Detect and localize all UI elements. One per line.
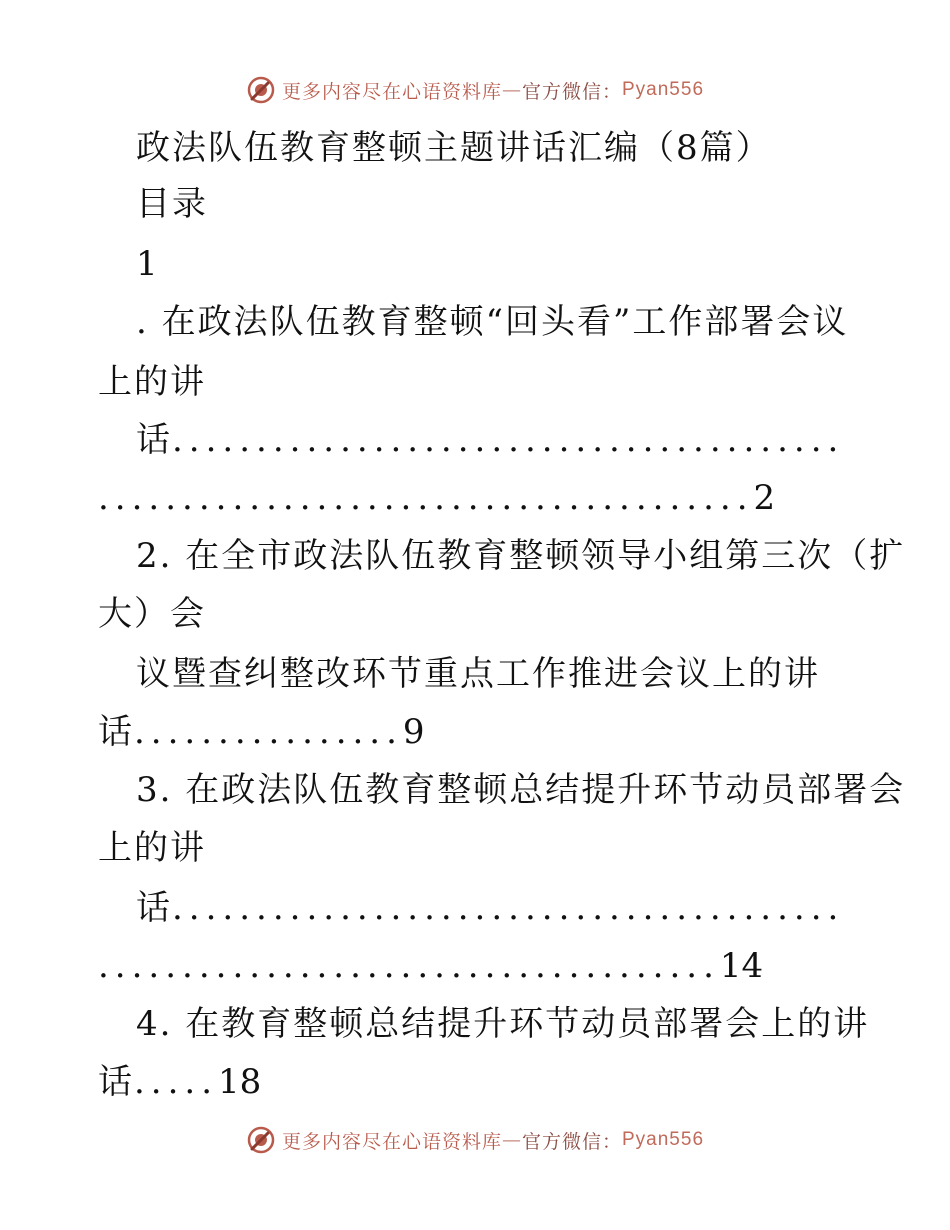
toc-entry-3-leader-dots: ........................................ — [172, 888, 845, 928]
toc-entry-3-line4 — [98, 946, 763, 986]
toc-entry-1-number: 1 — [136, 244, 158, 284]
toc-entry-3-line3 — [136, 888, 844, 928]
seal-logo-icon — [246, 1125, 276, 1155]
toc-entry-2-word: 话 — [98, 712, 134, 752]
watermark-official-label: 官方微信： — [521, 1130, 622, 1153]
toc-entry-4-word: 话 — [98, 1062, 134, 1102]
toc-entry-2-line2: 大）会 — [98, 594, 206, 634]
toc-entry-2-line1: 2. 在全市政法队伍教育整顿领导小组第三次（扩 — [136, 536, 906, 576]
toc-entry-2-line4 — [98, 712, 425, 752]
toc-entry-3-line2: 上的讲 — [98, 828, 206, 868]
watermark-separator: — — [501, 1129, 522, 1151]
toc-entry-1-line2: 上的讲 — [98, 362, 206, 402]
watermark-wechat-id: Pyan556 — [622, 79, 705, 100]
toc-entry-3-leader-dots-2: ..................................... — [98, 946, 720, 986]
toc-entry-1-word: 话 — [136, 420, 172, 460]
toc-entry-3-page: 14 — [719, 946, 764, 986]
toc-entry-4-leader-dots: ..... — [134, 1062, 219, 1102]
toc-heading: 目录 — [136, 184, 208, 224]
watermark-separator: — — [501, 79, 522, 101]
toc-entry-1-page: 2 — [753, 478, 776, 518]
toc-entry-2-line3: 议暨查纠整改环节重点工作推进会议上的讲 — [136, 654, 820, 694]
toc-entry-3-word: 话 — [136, 888, 172, 928]
watermark-wechat-id: Pyan556 — [622, 1129, 705, 1150]
toc-entry-1-leader-dots: ........................................ — [172, 420, 845, 460]
toc-entry-4-line2 — [98, 1062, 261, 1102]
header-watermark — [0, 70, 950, 110]
toc-entry-3-line1: 3. 在政法队伍教育整顿总结提升环节动员部署会 — [136, 770, 906, 810]
toc-entry-2-page: 9 — [402, 712, 425, 752]
toc-entry-4-page: 18 — [218, 1062, 262, 1102]
toc-entry-1-leader-dots-2: ....................................... — [98, 478, 754, 518]
document-title: 政法队伍教育整顿主题讲话汇编（8篇） — [136, 128, 772, 168]
footer-watermark — [0, 1120, 950, 1160]
watermark-brand: 更多内容尽在心语资料库 — [281, 1130, 502, 1153]
toc-entry-1-line1: . 在政法队伍教育整顿“回头看”工作部署会议 — [136, 302, 849, 342]
toc-entry-4-line1: 4. 在教育整顿总结提升环节动员部署会上的讲 — [136, 1004, 870, 1044]
seal-logo-icon — [246, 75, 276, 105]
toc-entry-1-line4 — [98, 478, 775, 518]
toc-entry-2-leader-dots: ................ — [134, 712, 403, 752]
toc-entry-1-line3 — [136, 420, 844, 460]
watermark-official-label: 官方微信： — [521, 80, 622, 103]
watermark-brand: 更多内容尽在心语资料库 — [281, 80, 502, 103]
